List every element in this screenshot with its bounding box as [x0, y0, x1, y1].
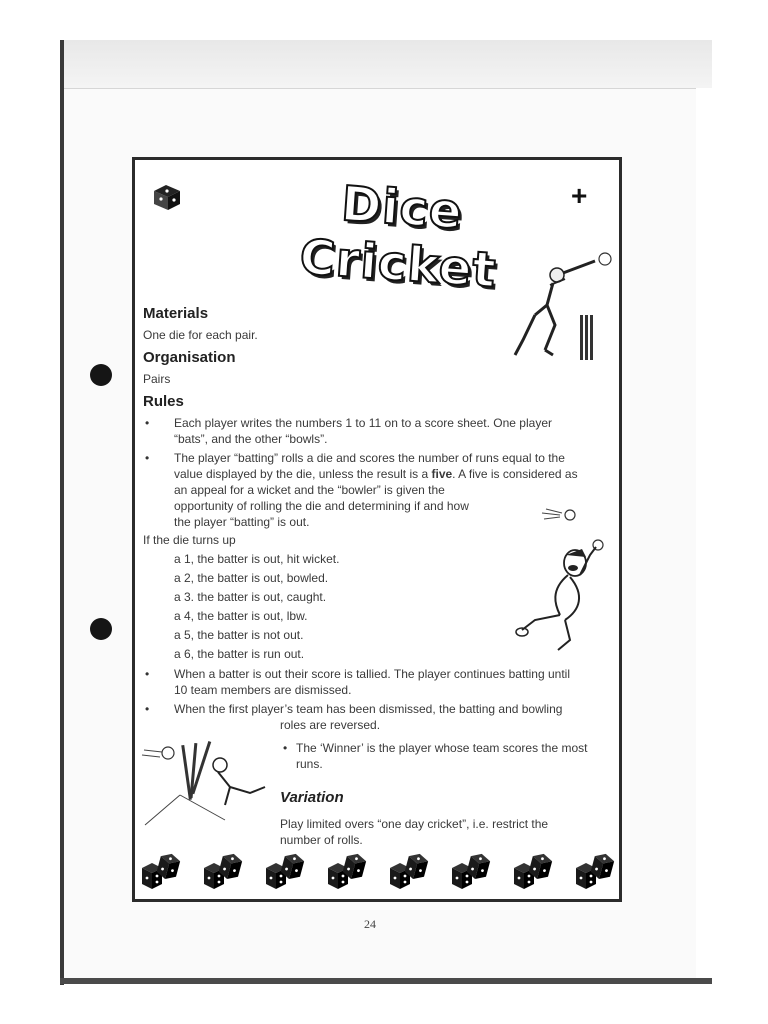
- scan-top-shadow: [62, 40, 712, 88]
- page-title: Dice Cricket: [297, 175, 499, 299]
- rule-bullet-2-line-4: opportunity of rolling the die and determining if and how: [174, 499, 469, 513]
- punch-hole-top: [90, 364, 112, 386]
- organisation-heading: Organisation: [143, 349, 236, 366]
- bullet-dot: •: [145, 416, 150, 430]
- rule-bullet-2-line-2: [174, 466, 578, 482]
- flying-ball-icon: [540, 505, 580, 525]
- rule-bullet-2-line-3: an appeal for a wicket and the “bowler” is given the: [174, 483, 445, 497]
- dice-icon: [152, 183, 182, 211]
- outcome-1: a 1, the batter is out, hit wicket.: [174, 552, 340, 566]
- rule-bullet-5-line-2: runs.: [296, 757, 323, 771]
- dice-pair-icon: [264, 850, 306, 892]
- rule-bullet-5-line-1: The ‘Winner’ is the player whose team scores the most: [296, 741, 588, 755]
- plus-icon: +: [571, 180, 588, 211]
- variation-heading: Variation: [280, 789, 344, 806]
- variation-text-line-1: Play limited overs “one day cricket”, i.e. restrict the: [280, 817, 549, 831]
- rule-bullet-2-line-5: the player “batting” is out.: [174, 515, 310, 529]
- rule-bullet-1-line-2: “bats”, and the other “bowls”.: [174, 432, 328, 446]
- dice-pair-icon: [202, 850, 244, 892]
- dice-pair-icon: [326, 850, 368, 892]
- bullet-dot: •: [145, 702, 150, 716]
- rule-bullet-2-text-a: value displayed by the die, unless the result is a: [174, 467, 432, 481]
- materials-text: One die for each pair.: [143, 328, 258, 342]
- rule-bullet-4-line-1: When the first player’s team has been dismissed, the batting and bowling: [174, 702, 563, 716]
- dice-pair-icon: [388, 850, 430, 892]
- dice-pair-icon: [574, 850, 616, 892]
- outcome-6: a 6, the batter is run out.: [174, 647, 305, 661]
- outcome-2: a 2, the batter is out, bowled.: [174, 571, 329, 585]
- wicket-fall-illustration: [140, 725, 275, 835]
- rule-bullet-4-line-2: roles are reversed.: [280, 718, 381, 732]
- punch-hole-bottom: [90, 618, 112, 640]
- bowler-illustration: [510, 535, 610, 660]
- rule-bullet-2-bold-five: five: [431, 467, 453, 481]
- outcome-5: a 5, the batter is not out.: [174, 628, 304, 642]
- rules-heading: Rules: [143, 393, 184, 410]
- dice-pair-icon: [140, 850, 182, 892]
- page-bottom-edge: [60, 978, 712, 984]
- batsman-illustration: [505, 245, 615, 365]
- dice-row: [140, 850, 615, 895]
- materials-heading: Materials: [143, 305, 209, 322]
- rule-bullet-2-text-b: . A five is considered as: [452, 467, 578, 481]
- dice-pair-icon: [450, 850, 492, 892]
- bullet-dot: •: [283, 741, 288, 755]
- rule-bullet-1-line-1: Each player writes the numbers 1 to 11 on to a score sheet. One player: [174, 416, 552, 430]
- rule-bullet-2-line-1: The player “batting” rolls a die and scores the number of runs equal to the: [174, 451, 565, 465]
- page-number: 24: [364, 917, 376, 931]
- variation-text-line-2: number of rolls.: [280, 833, 363, 847]
- die-intro-text: If the die turns up: [143, 533, 236, 547]
- bullet-dot: •: [145, 451, 150, 465]
- dice-pair-icon: [512, 850, 554, 892]
- rule-bullet-3-line-1: When a batter is out their score is tallied. The player continues batting until: [174, 667, 570, 681]
- bullet-dot: •: [145, 667, 150, 681]
- organisation-text: Pairs: [143, 372, 171, 386]
- rule-bullet-3-line-2: 10 team members are dismissed.: [174, 683, 352, 697]
- outcome-3: a 3. the batter is out, caught.: [174, 590, 327, 604]
- outcome-4: a 4, the batter is out, lbw.: [174, 609, 308, 623]
